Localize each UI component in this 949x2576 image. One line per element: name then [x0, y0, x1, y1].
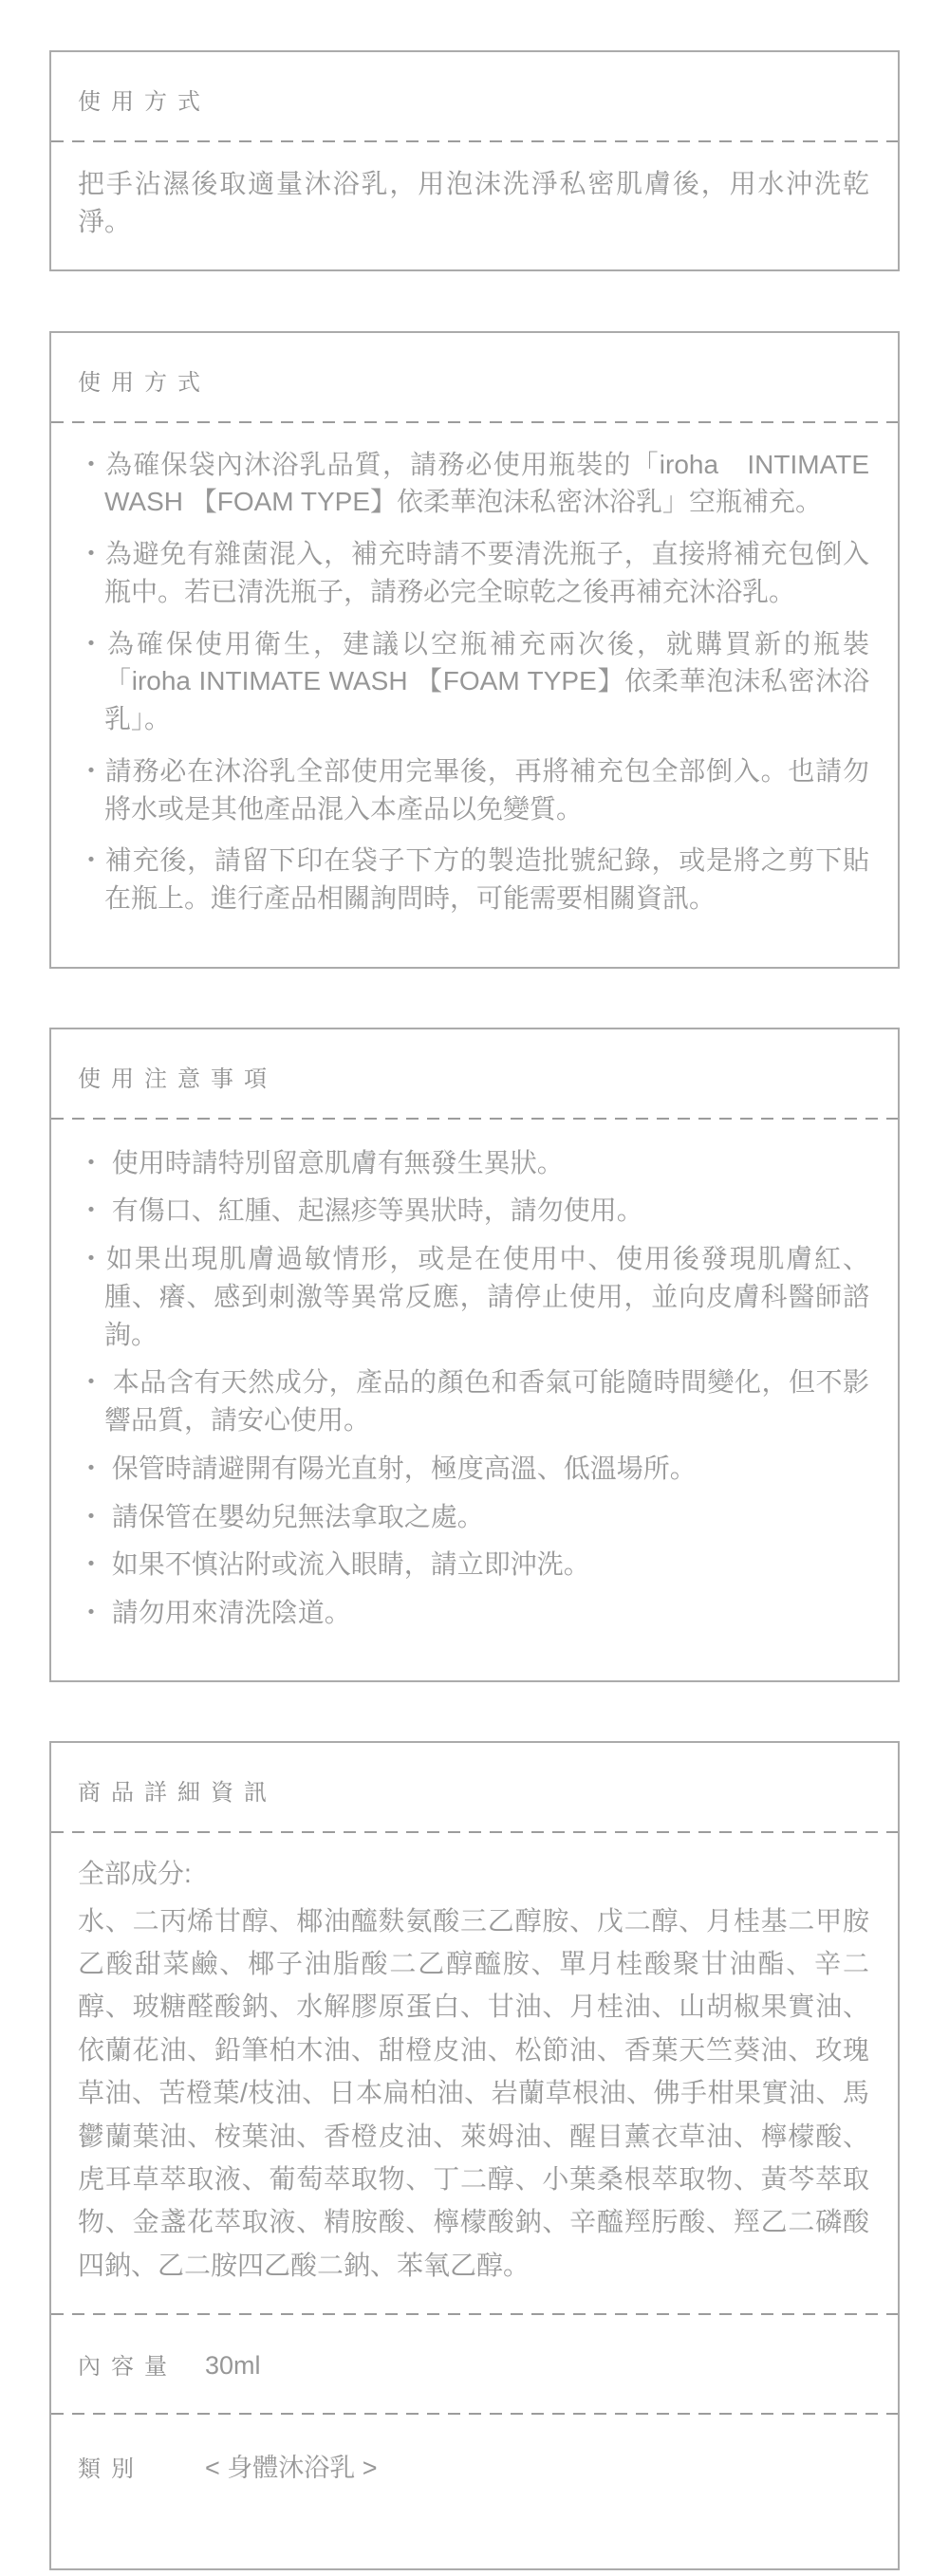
section-usage-basic-title: 使用方式 [78, 89, 211, 115]
ingredients-block [51, 1833, 898, 2313]
ingredients-text: 水、二丙烯甘醇、椰油醯麩氨酸三乙醇胺、戊二醇、月桂基二甲胺乙酸甜菜鹼、椰子油脂酸二乙醇醯胺、單月桂酸聚甘油酯、辛二醇、玻糖醛酸鈉、水解膠原蛋白、甘油、月桂油、山胡椒果實油、依蘭花油、鉛筆柏木油、甜橙皮油、松節油、香葉天竺葵油、玫瑰草油、苦橙葉/枝油、日本扁柏油、岩蘭草根油、佛手柑果實油、馬鬱蘭葉油、桉葉油、香橙皮油、萊姆油、醒目薰衣草油、檸檬酸、虎耳草萃取液、葡萄萃取物、丁二醇、小葉桑根萃取物、黃芩萃取物、金盞花萃取液、精胺酸、檸檬酸鈉、辛醯羥肟酸、羥乙二磷酸四鈉、乙二胺四乙酸二鈉、苯氧乙醇。 [78, 1905, 869, 2280]
ingredients-label: 全部成分: [78, 1858, 192, 1888]
volume-value: 30ml [205, 2350, 261, 2380]
category-row [51, 2415, 898, 2516]
section-product-details [49, 1741, 900, 2570]
list-item: ・ 使用時請特別留意肌膚有無發生異狀。 [78, 1147, 564, 1177]
list-item: ・ 本品含有天然成分，產品的顏色和香氣可能隨時間變化，但不影響品質，請安心使用。 [78, 1367, 869, 1435]
section-precautions [49, 1028, 900, 1682]
list-item: ・為確保袋內沐浴乳品質，請務必使用瓶裝的「iroha INTIMATE WASH 【FOAM TYPE】依柔華泡沫私密沐浴乳」空瓶補充。 [78, 449, 869, 517]
section-product-details-title: 商品詳細資訊 [78, 1779, 277, 1806]
volume-label: 內容量 [78, 2353, 177, 2380]
list-item: ・補充後，請留下印在袋子下方的製造批號紀錄，或是將之剪下貼在瓶上。進行產品相關詢問時，可能需要相關資訊。 [78, 845, 869, 913]
section-usage-refill-title: 使用方式 [78, 369, 211, 396]
usage-refill-list [78, 446, 869, 917]
list-item: ・ 有傷口、紅腫、起濕疹等異狀時，請勿使用。 [78, 1195, 643, 1226]
section-usage-refill [49, 331, 900, 969]
list-item: ・ 請保管在嬰幼兒無法拿取之處。 [78, 1501, 484, 1531]
list-item: ・ 保管時請避開有陽光直射，極度高溫、低溫場所。 [78, 1453, 697, 1483]
section-precautions-body [51, 1120, 898, 1680]
volume-row [51, 2315, 898, 2413]
list-item: ・ 請勿用來清洗陰道。 [78, 1598, 351, 1627]
section-usage-basic-body [51, 142, 898, 269]
section-precautions-title: 使用注意事項 [78, 1066, 277, 1092]
list-item: ・為避免有雜菌混入，補充時請不要清洗瓶子，直接將補充包倒入瓶中。若已清洗瓶子，請務必完全晾乾之後再補充沐浴乳。 [78, 539, 869, 606]
list-item: ・為確保使用衛生，建議以空瓶補充兩次後，就購買新的瓶裝「iroha INTIMATE WASH 【FOAM TYPE】依柔華泡沫私密沐浴乳」。 [78, 628, 869, 733]
list-item: ・如果出現肌膚過敏情形，或是在使用中、使用後發現肌膚紅、腫、癢、感到刺激等異常反應，請停止使用，並向皮膚科醫師諮詢。 [78, 1244, 869, 1349]
precautions-list [78, 1144, 869, 1632]
category-label: 類別 [78, 2456, 144, 2482]
list-item: ・ 如果不慎沾附或流入眼睛，請立即沖洗。 [78, 1549, 590, 1580]
category-value: < 身體沐浴乳 > [205, 2453, 378, 2482]
section-usage-refill-body [51, 423, 898, 946]
section-usage-basic [49, 50, 900, 271]
usage-basic-paragraph: 把手沾濕後取適量沐浴乳，用泡沫洗淨私密肌膚後，用水沖洗乾淨。 [78, 169, 869, 236]
list-item: ・請務必在沐浴乳全部使用完畢後，再將補充包全部倒入。也請勿將水或是其他產品混入本產品以免變質。 [78, 755, 869, 824]
